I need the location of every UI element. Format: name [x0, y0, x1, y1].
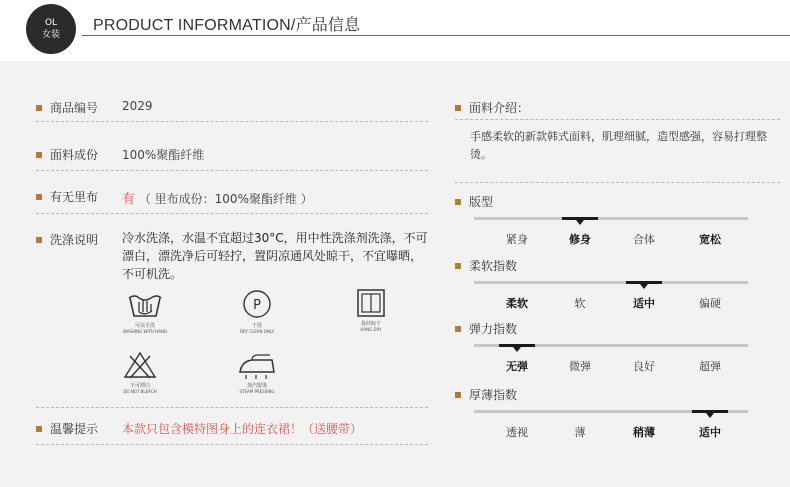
tip-label: 温馨提示	[36, 420, 98, 437]
brand-logo	[26, 4, 76, 54]
bullet-square-icon	[455, 105, 461, 111]
scale-option: 无弹	[506, 360, 528, 373]
product-code-value: 2029	[122, 99, 153, 113]
page-title: PRODUCT INFORMATION/产品信息	[93, 17, 361, 34]
scale-option: 适中	[699, 426, 721, 439]
hand-wash-icon: 可以手洗 WASHING WITH HAND	[110, 288, 180, 335]
dry-clean-icon: P 干洗 DRY CLEAN ONLY	[222, 288, 292, 335]
scale-option: 偏硬	[699, 297, 721, 310]
fabric-composition-value: 100%聚酯纤维	[122, 148, 205, 162]
hang-dry-icon: 悬挂晾干 HANG DRY	[336, 288, 406, 333]
scale-pointer-icon	[576, 220, 584, 225]
bullet-square-icon	[36, 237, 42, 243]
scale-option: 超弹	[699, 360, 721, 373]
header-divider	[82, 35, 790, 36]
scale-track	[474, 281, 748, 284]
scale-label: 柔软指数	[455, 257, 517, 274]
bullet-square-icon	[36, 194, 42, 200]
scale-option: 稍薄	[633, 426, 655, 439]
scale-pointer-icon	[513, 347, 521, 352]
lining-detail: （ 里布成份：100%聚酯纤维 ）	[138, 192, 313, 206]
scale-label: 厚薄指数	[455, 386, 517, 403]
logo-line1: OL	[44, 18, 58, 28]
wash-instructions-text: 冷水洗涤，水温不宜超过30°C，用中性洗涤剂洗涤，不可漂白，漂洗净后可轻拧，置阴凉通风处晾干，不宜曝晒，不可机洗。	[122, 231, 428, 281]
row-divider	[36, 407, 428, 408]
tip-text: 本款只包含模特图身上的连衣裙！（送腰带）	[122, 422, 363, 436]
scale-track	[474, 217, 748, 220]
no-bleach-icon: 不可漂白 DO NOT BLEACH	[105, 350, 175, 395]
scale-option: 宽松	[699, 233, 721, 246]
scale-option: 适中	[633, 297, 655, 310]
scale-option: 柔软	[506, 297, 528, 310]
logo-line2: 女装	[41, 30, 60, 40]
row-divider	[36, 444, 428, 445]
scale-label: 弹力指数	[455, 320, 517, 337]
bullet-square-icon	[455, 392, 461, 398]
bullet-square-icon	[36, 426, 42, 432]
scale-option: 透视	[506, 426, 528, 439]
row-divider	[36, 121, 428, 122]
scale-option: 合体	[633, 233, 655, 246]
bullet-square-icon	[455, 326, 461, 332]
scale-label: 版型	[455, 193, 493, 210]
scale-option: 良好	[633, 360, 655, 373]
row-divider	[455, 182, 780, 183]
bullet-square-icon	[36, 152, 42, 158]
lining-label: 有无里布	[36, 188, 98, 205]
steam-iron-icon: 蒸汽熨烫 STEAM PRESSING	[222, 352, 292, 395]
wash-instructions-label: 洗涤说明	[36, 231, 98, 248]
row-divider	[455, 119, 780, 120]
row-divider	[36, 170, 428, 171]
header	[0, 0, 790, 60]
fabric-intro-label: 面料介绍：	[455, 99, 529, 116]
bullet-square-icon	[455, 199, 461, 205]
product-code-label: 商品编号	[36, 99, 98, 116]
scale-option: 微弹	[569, 360, 591, 373]
scale-option: 紧身	[506, 233, 528, 246]
scale-option: 薄	[574, 426, 586, 439]
bullet-square-icon	[455, 263, 461, 269]
scale-option: 修身	[569, 233, 591, 246]
fabric-composition-label: 面料成份	[36, 146, 98, 163]
lining-value	[122, 188, 313, 207]
scale-pointer-icon	[640, 284, 648, 289]
dry-clean-letter: P	[253, 298, 261, 313]
fabric-intro-text: 手感柔软的新款韩式面料，肌理细腻，造型感强，容易打理整烫。	[470, 130, 767, 161]
row-divider	[36, 213, 428, 214]
scale-option: 软	[574, 297, 586, 310]
scale-pointer-icon	[706, 413, 714, 418]
bullet-square-icon	[36, 105, 42, 111]
lining-yes: 有	[122, 192, 136, 207]
